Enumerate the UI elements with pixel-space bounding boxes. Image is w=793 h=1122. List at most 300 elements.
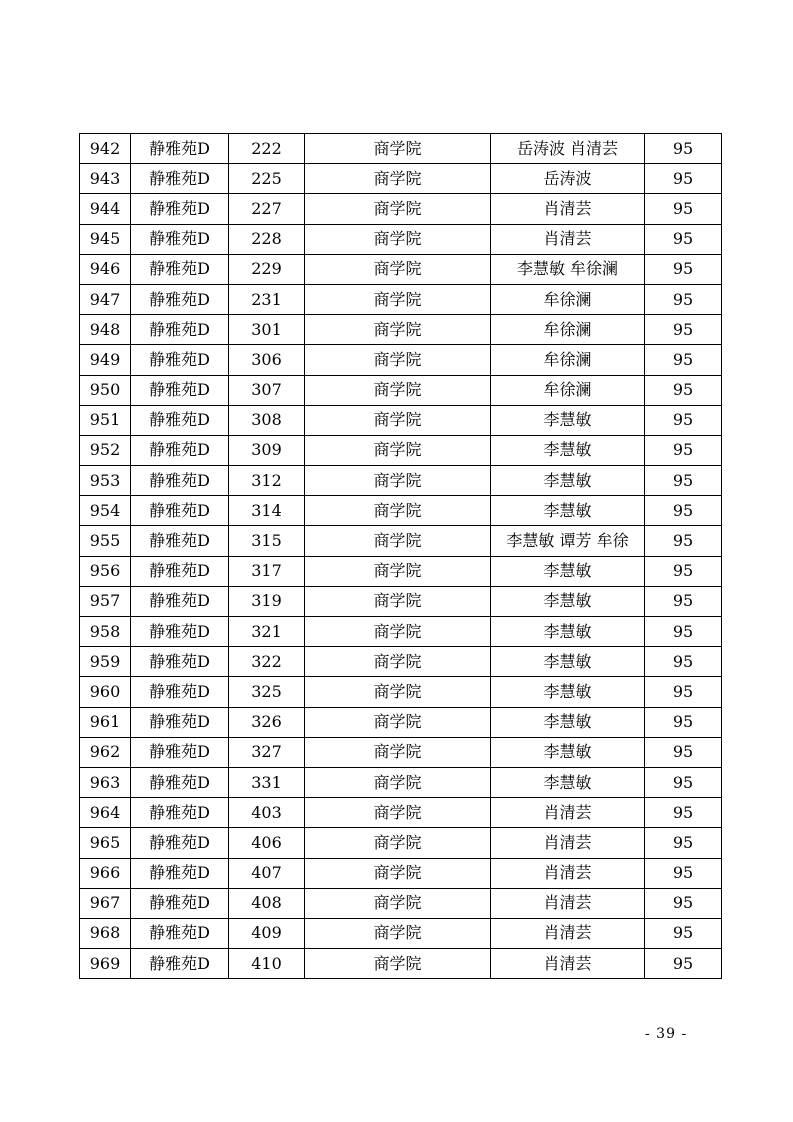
cell-counselor-text: 牟徐澜 [543, 380, 592, 400]
cell-seq [80, 949, 131, 979]
cell-counselor-text: 肖清芸 [543, 893, 592, 913]
cell-room-text: 408 [251, 893, 282, 913]
cell-room-text: 331 [251, 772, 282, 792]
cell-counselor [491, 194, 645, 224]
table-row [80, 375, 722, 405]
cell-building-text: 静雅苑D [149, 319, 210, 339]
cell-seq [80, 798, 131, 828]
cell-building-text: 静雅苑D [149, 863, 210, 883]
cell-college [305, 828, 491, 858]
cell-counselor [491, 526, 645, 556]
cell-college [305, 254, 491, 284]
cell-seq-text: 943 [89, 168, 121, 188]
cell-counselor [491, 798, 645, 828]
table-row [80, 737, 722, 767]
table-row [80, 284, 722, 314]
cell-room [229, 737, 305, 767]
cell-building [131, 315, 229, 345]
cell-room-text: 319 [251, 591, 282, 611]
cell-building [131, 466, 229, 496]
table-row [80, 707, 722, 737]
cell-building-text: 静雅苑D [149, 832, 210, 852]
cell-counselor-text: 岳涛波 肖清芸 [516, 138, 619, 158]
cell-room [229, 375, 305, 405]
cell-room [229, 466, 305, 496]
cell-room [229, 707, 305, 737]
cell-score-text: 95 [672, 259, 694, 279]
cell-score-text: 95 [672, 742, 694, 762]
cell-building-text: 静雅苑D [149, 198, 210, 218]
cell-building-text: 静雅苑D [149, 893, 210, 913]
cell-building-text: 静雅苑D [149, 591, 210, 611]
cell-counselor-text: 李慧敏 [543, 500, 592, 520]
cell-score [645, 888, 722, 918]
table-row [80, 586, 722, 616]
cell-college [305, 224, 491, 254]
cell-room [229, 888, 305, 918]
cell-score-text: 95 [672, 531, 694, 551]
cell-score-text: 95 [672, 893, 694, 913]
table-row [80, 556, 722, 586]
cell-seq-text: 945 [89, 229, 121, 249]
cell-college [305, 767, 491, 797]
cell-room [229, 405, 305, 435]
cell-seq-text: 961 [89, 712, 121, 732]
table-row [80, 767, 722, 797]
cell-building-text: 静雅苑D [149, 380, 210, 400]
cell-building [131, 526, 229, 556]
cell-counselor [491, 254, 645, 284]
cell-college [305, 496, 491, 526]
cell-seq [80, 224, 131, 254]
cell-room [229, 647, 305, 677]
cell-college-text: 商学院 [373, 470, 422, 490]
cell-counselor [491, 224, 645, 254]
cell-counselor [491, 737, 645, 767]
cell-counselor [491, 345, 645, 375]
cell-seq [80, 435, 131, 465]
cell-score [645, 767, 722, 797]
cell-room-text: 326 [251, 712, 282, 732]
cell-college-text: 商学院 [373, 802, 422, 822]
dormitory-score-table [79, 133, 722, 979]
cell-score [645, 617, 722, 647]
cell-room [229, 858, 305, 888]
cell-building-text: 静雅苑D [149, 772, 210, 792]
cell-score-text: 95 [672, 681, 694, 701]
cell-score-text: 95 [672, 651, 694, 671]
cell-counselor-text: 李慧敏 牟徐澜 [516, 259, 619, 279]
cell-seq [80, 677, 131, 707]
cell-counselor [491, 828, 645, 858]
cell-counselor-text: 李慧敏 [543, 681, 592, 701]
cell-seq-text: 966 [89, 863, 121, 883]
cell-counselor-text: 李慧敏 [543, 591, 592, 611]
cell-counselor-text: 牟徐澜 [543, 349, 592, 369]
cell-seq-text: 954 [89, 500, 121, 520]
cell-college-text: 商学院 [373, 380, 422, 400]
table-row [80, 194, 722, 224]
cell-room-text: 227 [251, 198, 282, 218]
cell-seq [80, 254, 131, 284]
table-row [80, 677, 722, 707]
cell-counselor-text: 肖清芸 [543, 923, 592, 943]
cell-counselor [491, 707, 645, 737]
cell-room-text: 322 [251, 651, 282, 671]
table-row [80, 918, 722, 948]
cell-room-text: 317 [251, 561, 282, 581]
cell-building-text: 静雅苑D [149, 500, 210, 520]
cell-college [305, 707, 491, 737]
cell-seq-text: 944 [89, 198, 121, 218]
cell-counselor-text: 李慧敏 [543, 712, 592, 732]
cell-seq [80, 194, 131, 224]
cell-seq [80, 284, 131, 314]
table-row [80, 345, 722, 375]
cell-building-text: 静雅苑D [149, 259, 210, 279]
cell-college [305, 677, 491, 707]
cell-score [645, 828, 722, 858]
cell-seq [80, 918, 131, 948]
cell-college-text: 商学院 [373, 712, 422, 732]
cell-score [645, 345, 722, 375]
cell-score-text: 95 [672, 138, 694, 158]
cell-score [645, 526, 722, 556]
cell-room-text: 308 [251, 410, 282, 430]
cell-building [131, 586, 229, 616]
cell-score-text: 95 [672, 923, 694, 943]
cell-counselor-text: 肖清芸 [543, 832, 592, 852]
cell-score [645, 284, 722, 314]
cell-seq-text: 964 [89, 802, 121, 822]
cell-score [645, 375, 722, 405]
cell-college [305, 888, 491, 918]
cell-college-text: 商学院 [373, 319, 422, 339]
cell-room [229, 345, 305, 375]
cell-score [645, 466, 722, 496]
cell-room-text: 406 [251, 832, 282, 852]
cell-college-text: 商学院 [373, 168, 422, 188]
cell-seq [80, 647, 131, 677]
cell-score [645, 647, 722, 677]
cell-seq-text: 969 [89, 953, 121, 973]
cell-seq [80, 888, 131, 918]
cell-seq [80, 586, 131, 616]
cell-counselor-text: 李慧敏 [543, 772, 592, 792]
cell-score [645, 194, 722, 224]
cell-building-text: 静雅苑D [149, 229, 210, 249]
table-row [80, 888, 722, 918]
cell-seq [80, 737, 131, 767]
cell-room-text: 301 [251, 319, 282, 339]
cell-counselor [491, 918, 645, 948]
cell-seq [80, 345, 131, 375]
cell-score [645, 677, 722, 707]
cell-college [305, 284, 491, 314]
cell-seq-text: 965 [89, 832, 121, 852]
cell-college-text: 商学院 [373, 953, 422, 973]
cell-room-text: 307 [251, 380, 282, 400]
cell-seq-text: 949 [89, 349, 121, 369]
cell-room-text: 312 [251, 470, 282, 490]
cell-room [229, 828, 305, 858]
cell-counselor [491, 405, 645, 435]
cell-college [305, 617, 491, 647]
cell-building [131, 949, 229, 979]
cell-seq-text: 967 [89, 893, 121, 913]
table-row [80, 405, 722, 435]
cell-building [131, 284, 229, 314]
cell-college-text: 商学院 [373, 198, 422, 218]
cell-building [131, 224, 229, 254]
cell-counselor-text: 牟徐澜 [543, 319, 592, 339]
cell-score-text: 95 [672, 561, 694, 581]
cell-seq [80, 526, 131, 556]
cell-score-text: 95 [672, 380, 694, 400]
cell-seq [80, 496, 131, 526]
cell-room [229, 526, 305, 556]
cell-score [645, 405, 722, 435]
cell-counselor-text: 肖清芸 [543, 953, 592, 973]
cell-counselor [491, 767, 645, 797]
cell-building-text: 静雅苑D [149, 681, 210, 701]
cell-building [131, 858, 229, 888]
cell-room-text: 315 [251, 531, 282, 551]
cell-seq [80, 707, 131, 737]
cell-score [645, 918, 722, 948]
cell-score [645, 496, 722, 526]
cell-score-text: 95 [672, 289, 694, 309]
cell-seq [80, 134, 131, 164]
cell-college-text: 商学院 [373, 923, 422, 943]
cell-room-text: 403 [251, 802, 282, 822]
cell-seq-text: 942 [89, 138, 121, 158]
cell-college-text: 商学院 [373, 500, 422, 520]
cell-seq-text: 962 [89, 742, 121, 762]
cell-score-text: 95 [672, 168, 694, 188]
cell-seq-text: 946 [89, 259, 121, 279]
cell-score-text: 95 [672, 863, 694, 883]
cell-seq [80, 164, 131, 194]
cell-seq-text: 959 [89, 651, 121, 671]
cell-room-text: 306 [251, 349, 282, 369]
cell-building [131, 828, 229, 858]
cell-counselor-text: 李慧敏 [543, 742, 592, 762]
cell-room-text: 229 [251, 259, 282, 279]
cell-building-text: 静雅苑D [149, 651, 210, 671]
cell-seq-text: 955 [89, 531, 121, 551]
cell-seq-text: 960 [89, 681, 121, 701]
cell-counselor-text: 肖清芸 [543, 802, 592, 822]
cell-building-text: 静雅苑D [149, 289, 210, 309]
table-body [80, 134, 722, 979]
cell-college-text: 商学院 [373, 410, 422, 430]
cell-score [645, 164, 722, 194]
cell-college-text: 商学院 [373, 621, 422, 641]
cell-college [305, 798, 491, 828]
cell-counselor-text: 岳涛波 [543, 168, 592, 188]
cell-college-text: 商学院 [373, 138, 422, 158]
cell-building-text: 静雅苑D [149, 470, 210, 490]
cell-room [229, 164, 305, 194]
cell-college [305, 586, 491, 616]
cell-building-text: 静雅苑D [149, 953, 210, 973]
cell-counselor-text: 李慧敏 [543, 561, 592, 581]
cell-room [229, 134, 305, 164]
cell-seq-text: 956 [89, 561, 121, 581]
cell-room [229, 798, 305, 828]
cell-college-text: 商学院 [373, 229, 422, 249]
cell-building [131, 496, 229, 526]
cell-building-text: 静雅苑D [149, 349, 210, 369]
cell-room [229, 767, 305, 797]
cell-seq-text: 957 [89, 591, 121, 611]
cell-counselor [491, 647, 645, 677]
cell-building [131, 134, 229, 164]
cell-seq [80, 556, 131, 586]
cell-room-text: 321 [251, 621, 282, 641]
cell-college [305, 556, 491, 586]
cell-building [131, 405, 229, 435]
cell-college-text: 商学院 [373, 349, 422, 369]
cell-score-text: 95 [672, 772, 694, 792]
cell-score-text: 95 [672, 591, 694, 611]
cell-building [131, 888, 229, 918]
cell-college [305, 466, 491, 496]
cell-counselor-text: 肖清芸 [543, 229, 592, 249]
cell-score-text: 95 [672, 319, 694, 339]
cell-counselor [491, 466, 645, 496]
cell-building [131, 767, 229, 797]
cell-room-text: 222 [251, 138, 282, 158]
cell-counselor [491, 617, 645, 647]
cell-building-text: 静雅苑D [149, 742, 210, 762]
cell-score [645, 315, 722, 345]
cell-seq [80, 405, 131, 435]
cell-seq-text: 951 [89, 410, 121, 430]
cell-score [645, 798, 722, 828]
table-row [80, 949, 722, 979]
cell-college-text: 商学院 [373, 893, 422, 913]
cell-room-text: 314 [251, 500, 282, 520]
cell-seq-text: 950 [89, 380, 121, 400]
cell-score [645, 224, 722, 254]
cell-building [131, 737, 229, 767]
cell-seq [80, 466, 131, 496]
cell-score-text: 95 [672, 621, 694, 641]
table-row [80, 134, 722, 164]
cell-building [131, 556, 229, 586]
cell-score [645, 586, 722, 616]
cell-counselor [491, 556, 645, 586]
cell-college [305, 134, 491, 164]
cell-building-text: 静雅苑D [149, 561, 210, 581]
table-row [80, 798, 722, 828]
cell-college-text: 商学院 [373, 531, 422, 551]
cell-college-text: 商学院 [373, 440, 422, 460]
cell-seq [80, 767, 131, 797]
cell-score-text: 95 [672, 198, 694, 218]
table-row [80, 224, 722, 254]
cell-room [229, 496, 305, 526]
cell-seq [80, 315, 131, 345]
cell-college [305, 315, 491, 345]
cell-counselor [491, 375, 645, 405]
cell-score [645, 858, 722, 888]
cell-seq-text: 958 [89, 621, 121, 641]
cell-building [131, 435, 229, 465]
table-row [80, 466, 722, 496]
cell-building-text: 静雅苑D [149, 802, 210, 822]
cell-seq-text: 947 [89, 289, 121, 309]
cell-counselor-text: 李慧敏 [543, 470, 592, 490]
cell-college-text: 商学院 [373, 863, 422, 883]
cell-counselor-text: 李慧敏 [543, 410, 592, 430]
cell-score-text: 95 [672, 349, 694, 369]
cell-building [131, 617, 229, 647]
cell-college [305, 375, 491, 405]
cell-college [305, 949, 491, 979]
cell-college [305, 737, 491, 767]
cell-seq-text: 968 [89, 923, 121, 943]
cell-college [305, 345, 491, 375]
cell-building [131, 677, 229, 707]
cell-score-text: 95 [672, 470, 694, 490]
cell-counselor-text: 李慧敏 [543, 621, 592, 641]
cell-college-text: 商学院 [373, 742, 422, 762]
cell-college-text: 商学院 [373, 651, 422, 671]
table-row [80, 828, 722, 858]
cell-college [305, 918, 491, 948]
cell-building [131, 345, 229, 375]
cell-counselor [491, 496, 645, 526]
cell-score-text: 95 [672, 440, 694, 460]
cell-counselor [491, 586, 645, 616]
cell-counselor [491, 949, 645, 979]
cell-room [229, 315, 305, 345]
cell-score-text: 95 [672, 500, 694, 520]
cell-room-text: 231 [251, 289, 282, 309]
cell-score-text: 95 [672, 229, 694, 249]
cell-building [131, 164, 229, 194]
cell-counselor-text: 肖清芸 [543, 863, 592, 883]
table-row [80, 647, 722, 677]
cell-counselor [491, 858, 645, 888]
cell-counselor [491, 134, 645, 164]
cell-building [131, 194, 229, 224]
cell-room-text: 225 [251, 168, 282, 188]
cell-seq-text: 952 [89, 440, 121, 460]
cell-room [229, 586, 305, 616]
cell-score [645, 949, 722, 979]
cell-counselor-text: 牟徐澜 [543, 289, 592, 309]
table-row [80, 435, 722, 465]
cell-room-text: 325 [251, 681, 282, 701]
cell-college-text: 商学院 [373, 289, 422, 309]
cell-college [305, 164, 491, 194]
cell-building [131, 375, 229, 405]
cell-room-text: 407 [251, 863, 282, 883]
cell-score [645, 707, 722, 737]
cell-college [305, 647, 491, 677]
cell-building-text: 静雅苑D [149, 168, 210, 188]
cell-room-text: 228 [251, 229, 282, 249]
cell-college [305, 858, 491, 888]
cell-room [229, 435, 305, 465]
cell-seq [80, 617, 131, 647]
cell-college [305, 526, 491, 556]
cell-counselor [491, 164, 645, 194]
